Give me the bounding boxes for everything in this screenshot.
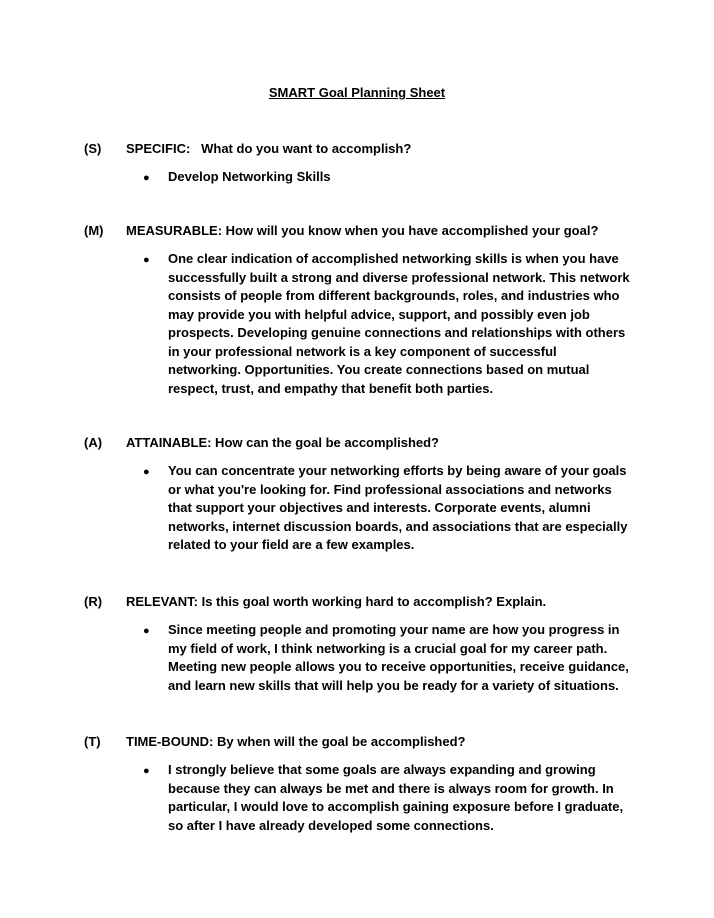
section-question: RELEVANT: Is this goal worth working hard to accomplish? Explain. <box>126 594 547 609</box>
bullet-icon: ● <box>143 254 150 266</box>
section-answer: Develop Networking Skills <box>168 169 331 184</box>
bullet-icon: ● <box>143 625 150 637</box>
section-letter: (R) <box>84 594 103 609</box>
section-question: MEASURABLE: How will you know when you have accomplished your goal? <box>126 223 599 238</box>
section-answer: Since meeting people and promoting your name are how you progress in my field of work, I think networking is a crucial goal for my career path. Meeting new people allows you to receive opportunities, receive guidance, and learn new skills that will help you be ready for a variety of situations. <box>168 622 629 693</box>
section-question: ATTAINABLE: How can the goal be accomplished? <box>126 435 439 450</box>
bullet-icon: ● <box>143 172 150 184</box>
bullet-icon: ● <box>143 765 150 777</box>
section-letter: (M) <box>84 223 104 238</box>
section-letter: (A) <box>84 435 103 450</box>
section-question: TIME-BOUND: By when will the goal be accomplished? <box>126 734 466 749</box>
page-title: SMART Goal Planning Sheet <box>268 85 446 100</box>
section-letter: (S) <box>84 141 102 156</box>
bullet-icon: ● <box>143 466 150 478</box>
section-answer: I strongly believe that some goals are always expanding and growing because they can always be met and there is always room for growth. In particular, I would love to accomplish gaining exposure before I graduate, so after I have already developed some connections. <box>168 762 624 833</box>
section-answer: You can concentrate your networking efforts by being aware of your goals or what you're looking for. Find professional associations and networks that support your objectives and interests. Corporate events, alumni networks, internet discussion boards, and associations that are especially related to your field are a few examples. <box>168 463 628 552</box>
section-answer: One clear indication of accomplished networking skills is when you have successfully built a strong and diverse professional network. This network consists of people from different backgrounds, roles, and industries who may provide you with helpful advice, support, and possibly even job prospects. Developing genuine connections and relationships with others in your professional network is a key component of successful networking. Opportunities. You create connections based on mutual respect, trust, and empathy that benefit both parties. <box>168 251 630 396</box>
section-letter: (T) <box>84 734 101 749</box>
section-question: SPECIFIC: What do you want to accomplish? <box>126 141 412 156</box>
